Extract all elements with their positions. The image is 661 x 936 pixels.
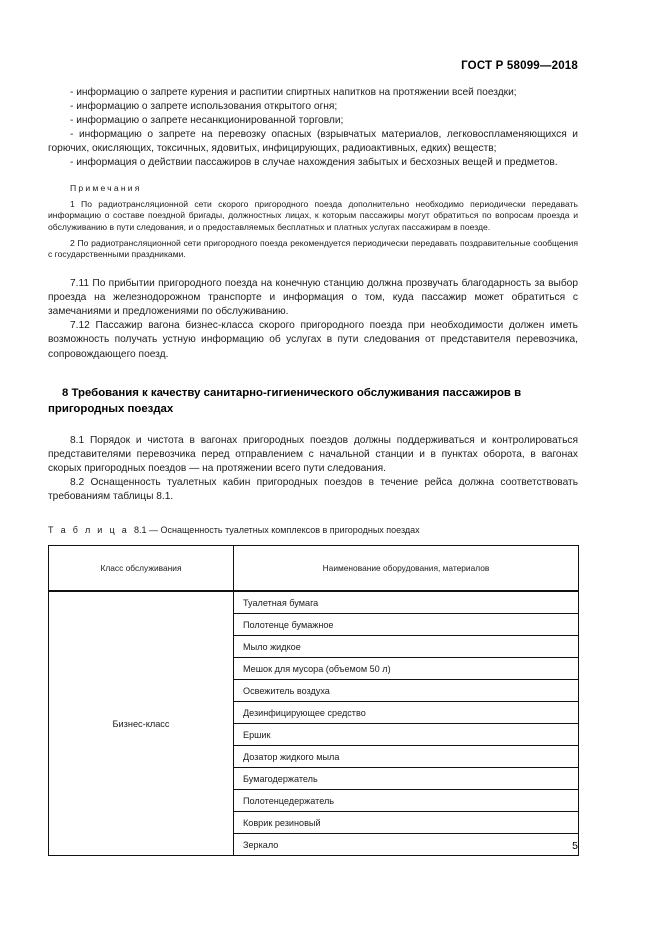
bullet-item: - информацию о запрете несанкционированной торговли;: [70, 115, 344, 127]
bullet-item: - информацию о запрете курения и распитии спиртных напитков на протяжении всей поездки;: [70, 87, 517, 98]
document-body: [48, 86, 578, 856]
bullet-item: - информация о действии пассажиров в случае нахождения забытых и бесхозных вещей и предметов.: [70, 157, 558, 169]
service-class-cell: Бизнес-класс: [49, 591, 234, 856]
notes-title: Примечания: [70, 182, 142, 193]
table-caption-label: Т а б л и ц а: [48, 525, 129, 536]
table-cell-item: Полотенце бумажное: [234, 614, 579, 636]
note-item: 1 По радиотрансляционной сети скорого пригородного поезда дополнительно необходимо периодически передавать информацию о составе поездной бригады, должностных лицах, к которым пассажиры могут обратиться по вопросам проезда и обслуживанию в пути следования, и о предоставляемых бесплатных и платных услугах пассажирам в поезде.: [48, 198, 578, 232]
table-cell-item: Мыло жидкое: [234, 636, 579, 658]
clause-8-2: 8.2 Оснащенность туалетных кабин пригородных поездов в течение рейса должна соответствовать требованиям таблицы 8.1.: [48, 476, 578, 503]
table-row: [49, 591, 579, 614]
table-cell-item: Освежитель воздуха: [234, 680, 579, 702]
table-header-class: Класс обслуживания: [49, 546, 234, 592]
table-cell-item: Туалетная бумага: [234, 591, 579, 614]
clause-8-1: 8.1 Порядок и чистота в вагонах пригородных поездов должны поддерживаться и контролироваться представителями перевозчика перед отправлением с начальной станции и в пунктах оборота, в вагонах скорых пригородных поездов — на протяжении всего пути следования.: [48, 434, 578, 474]
table-caption: [48, 523, 578, 537]
toilet-equipment-table: [48, 545, 579, 856]
note-item: 2 По радиотрансляционной сети пригородного поезда рекомендуется периодически передавать поздравительные сообщения с государственными праздниками.: [48, 237, 578, 260]
table-cell-item: Дозатор жидкого мыла: [234, 746, 579, 768]
table-cell-item: Ершик: [234, 724, 579, 746]
table-cell-item: Коврик резиновый: [234, 812, 579, 834]
table-header-item: Наименование оборудования, материалов: [234, 546, 579, 592]
table-header-row: [49, 546, 579, 592]
bullet-item: - информацию о запрете использования открытого огня;: [70, 101, 338, 113]
clauses-section-8: [48, 434, 578, 504]
table-caption-text: 8.1 — Оснащенность туалетных комплексов в пригородных поездах: [134, 525, 420, 536]
section-8-heading: 8 Требования к качеству санитарно-гигиенического обслуживания пассажиров в пригородных поездах: [48, 386, 522, 416]
table-cell-item: Зеркало: [234, 834, 579, 856]
clause-7-11: 7.11 По прибытии пригородного поезда на конечную станцию должна прозвучать благодарность за выбор проезда на железнодорожном транспорте и информация о том, куда пассажир может обратиться с замечаниями и предложениями по обслуживанию.: [48, 278, 578, 318]
clause-7-12: 7.12 Пассажир вагона бизнес-класса скорого пригородного поезда при необходимости должен иметь возможность получать устную информацию об услугах в пути следования от представителя перевозчика, сопровождающего поезд.: [48, 320, 578, 360]
notes-block: [48, 182, 578, 262]
table-cell-item: Бумагодержатель: [234, 768, 579, 790]
table-cell-item: Полотенцедержатель: [234, 790, 579, 812]
table-cell-item: Мешок для мусора (объемом 50 л): [234, 658, 579, 680]
table-cell-item: Дезинфицирующее средство: [234, 702, 579, 724]
page-header-standard-number: ГОСТ Р 58099—2018: [461, 60, 578, 72]
bullet-item: - информацию о запрете на перевозку опасных (взрывчатых материалов, легковоспламеняющихся и горючих, окисляющих, токсичных, ядовитых, инфицирующих, радиоактивных, едких) веществ;: [48, 129, 578, 155]
clauses-section-7: [48, 277, 578, 362]
page-number: 5: [572, 840, 578, 852]
